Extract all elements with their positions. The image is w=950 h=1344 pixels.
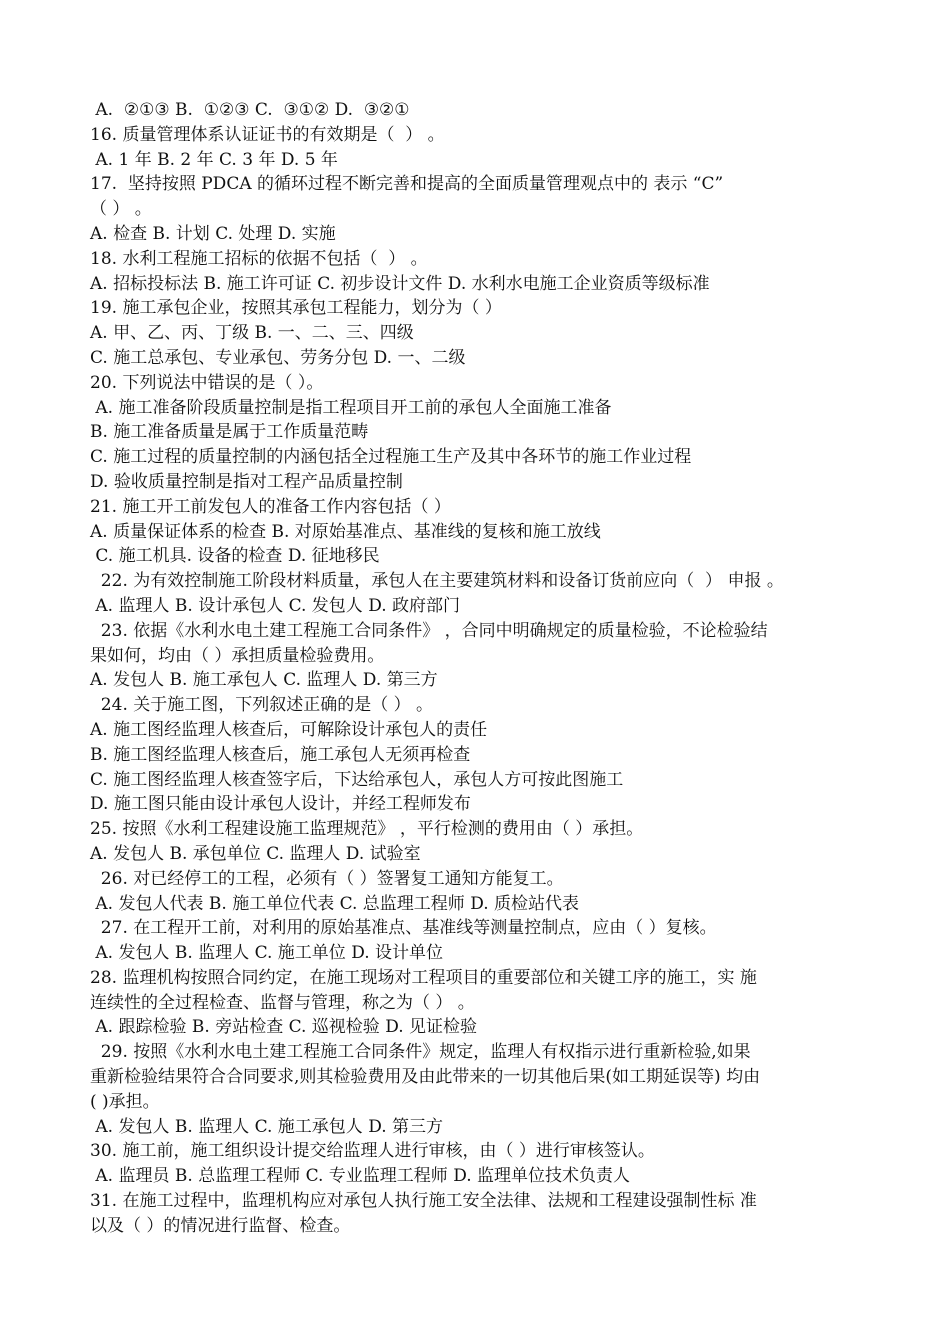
text-line: 19. 施工承包企业，按照其承包工程能力，划分为（ ） bbox=[90, 298, 502, 319]
text-line: A. 发包人 B. 承包单位 C. 监理人 D. 试验室 bbox=[90, 843, 421, 864]
text-line: 以及（ ）的情况进行监督、检查。 bbox=[90, 1215, 351, 1236]
text-line: A. 检查 B. 计划 C. 处理 D. 实施 bbox=[90, 223, 336, 244]
text-line: （ ） 。 bbox=[90, 199, 152, 220]
text-line: A. 质量保证体系的检查 B. 对原始基准点、基准线的复核和施工放线 bbox=[90, 521, 601, 542]
text-line: A. 甲、乙、丙、丁级 B. 一、二、三、四级 bbox=[90, 323, 414, 344]
text-line: 18. 水利工程施工招标的依据不包括（ ） 。 bbox=[90, 248, 428, 269]
text-line: A. 跟踪检验 B. 旁站检查 C. 巡视检验 D. 见证检验 bbox=[90, 1017, 478, 1038]
text-line: 20. 下列说法中错误的是（ ）。 bbox=[90, 372, 324, 393]
text-line: A. 1 年 B. 2 年 C. 3 年 D. 5 年 bbox=[90, 149, 338, 170]
text-line: ( )承担。 bbox=[90, 1091, 160, 1112]
text-line: C. 施工图经监理人核查签字后，下达给承包人，承包人方可按此图施工 bbox=[90, 769, 624, 790]
text-line: 26. 对已经停工的工程，必须有（ ）签署复工通知方能复工。 bbox=[90, 868, 564, 889]
text-line: A. 发包人代表 B. 施工单位代表 C. 总监理工程师 D. 质检站代表 bbox=[90, 893, 580, 914]
text-line: 果如何，均由（ ）承担质量检验费用。 bbox=[90, 645, 385, 666]
text-line: 连续性的全过程检查、监督与管理，称之为（ ） 。 bbox=[90, 992, 475, 1013]
text-line: B. 施工图经监理人核查后，施工承包人无须再检查 bbox=[90, 744, 471, 765]
text-line: A. 发包人 B. 施工承包人 C. 监理人 D. 第三方 bbox=[90, 670, 438, 691]
text-line: C. 施工过程的质量控制的内涵包括全过程施工生产及其中各环节的施工作业过程 bbox=[90, 447, 692, 468]
text-line: 17. 坚持按照 PDCA 的循环过程不断完善和提高的全面质量管理观点中的 表示 “C” bbox=[90, 174, 724, 195]
text-line: B. 施工准备质量是属于工作质量范畴 bbox=[90, 422, 369, 443]
text-line: A. 发包人 B. 监理人 C. 施工承包人 D. 第三方 bbox=[90, 1116, 444, 1137]
text-line: 27. 在工程开工前，对利用的原始基准点、基准线等测量控制点，应由（ ）复核。 bbox=[90, 918, 717, 939]
text-line: A. ②①③ B. ①②③ C. ③①② D. ③②① bbox=[90, 100, 410, 120]
text-line: 28. 监理机构按照合同约定，在施工现场对工程项目的重要部位和关键工序的施工，实 施 bbox=[90, 967, 757, 988]
text-line: A. 发包人 B. 监理人 C. 施工单位 D. 设计单位 bbox=[90, 943, 444, 964]
text-line: 24. 关于施工图，下列叙述正确的是（ ） 。 bbox=[90, 695, 434, 716]
text-line: D. 施工图只能由设计承包人设计，并经工程师发布 bbox=[90, 794, 471, 815]
text-line: 重新检验结果符合合同要求,则其检验费用及由此带来的一切其他后果(如工期延误等) 均由 bbox=[90, 1067, 761, 1088]
text-line: A. 施工准备阶段质量控制是指工程项目开工前的承包人全面施工准备 bbox=[90, 397, 612, 418]
text-line: A. 监理员 B. 总监理工程师 C. 专业监理工程师 D. 监理单位技术负责人 bbox=[90, 1166, 631, 1187]
text-line: A. 施工图经监理人核查后，可解除设计承包人的责任 bbox=[90, 719, 488, 740]
text-line: 30. 施工前，施工组织设计提交给监理人进行审核，由（ ）进行审核签认。 bbox=[90, 1141, 655, 1162]
text-line: A. 监理人 B. 设计承包人 C. 发包人 D. 政府部门 bbox=[90, 595, 461, 616]
text-line: 31. 在施工过程中，监理机构应对承包人执行施工安全法律、法规和工程建设强制性标 准 bbox=[90, 1191, 757, 1212]
text-line: 22. 为有效控制施工阶段材料质量，承包人在主要建筑材料和设备订货前应向（ ） 申报 。 bbox=[90, 571, 784, 592]
text-line: 21. 施工开工前发包人的准备工作内容包括（ ） bbox=[90, 496, 451, 517]
text-line: 23. 依据《水利水电土建工程施工合同条件》 ，合同中明确规定的质量检验，不论检验结 bbox=[90, 620, 768, 641]
text-line: C. 施工机具. 设备的检查 D. 征地移民 bbox=[90, 546, 380, 567]
text-line: 29. 按照《水利水电土建工程施工合同条件》规定，监理人有权指示进行重新检验,如果 bbox=[90, 1042, 751, 1063]
text-line: D. 验收质量控制是指对工程产品质量控制 bbox=[90, 471, 403, 492]
text-line: 16. 质量管理体系认证证书的有效期是（ ） 。 bbox=[90, 124, 445, 145]
document-page bbox=[90, 98, 900, 1239]
text-line: 25. 按照《水利工程建设施工监理规范》 ，平行检测的费用由（ ）承担。 bbox=[90, 819, 644, 840]
text-line: A. 招标投标法 B. 施工许可证 C. 初步设计文件 D. 水利水电施工企业资质等级标准 bbox=[90, 273, 710, 294]
text-line: C. 施工总承包、专业承包、劳务分包 D. 一、二级 bbox=[90, 347, 466, 368]
